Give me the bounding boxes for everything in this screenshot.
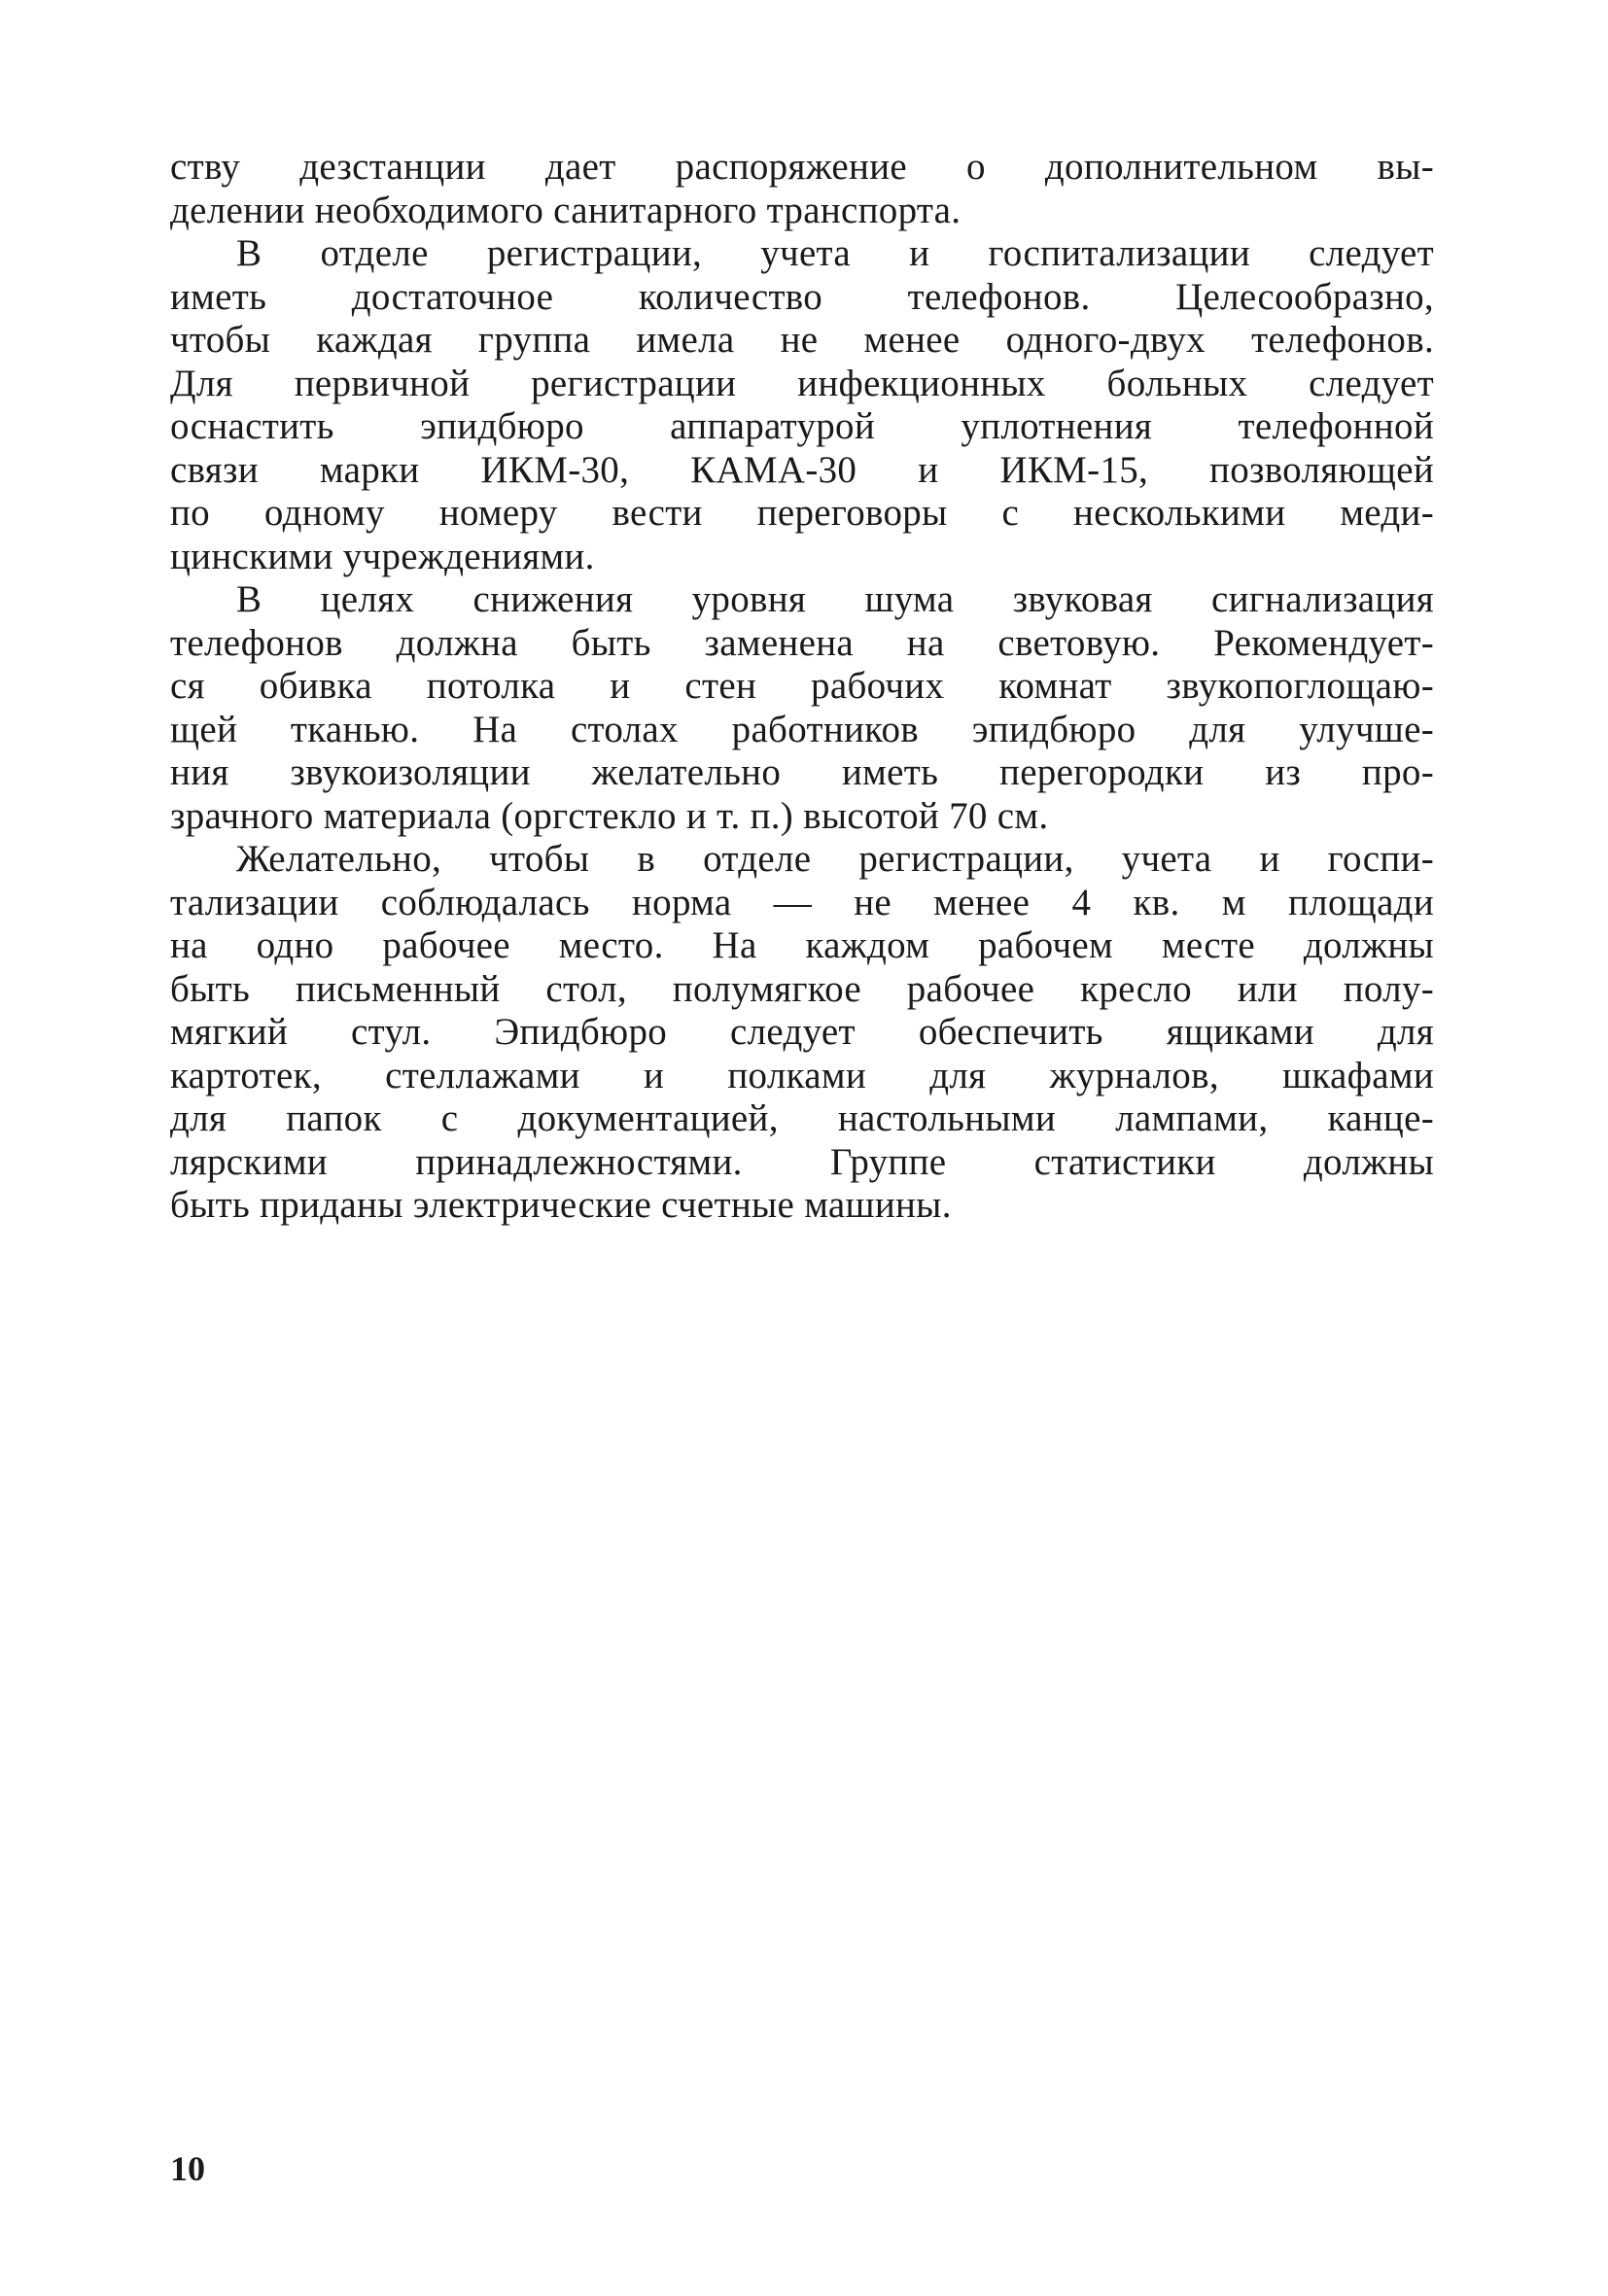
text-line: щей тканью. На столах работников эпидбюро для улучше- bbox=[170, 708, 1434, 750]
text-line: ству дезстанции дает распоряжение о дополнительном вы- bbox=[170, 146, 1434, 188]
text-line: лярскими принадлежностями. Группе статистики должны bbox=[170, 1140, 1434, 1183]
text-line: быть приданы электрические счетные машины. bbox=[170, 1184, 952, 1226]
text-line: связи марки ИКМ-30, КАМА-30 и ИКМ-15, позволяющей bbox=[170, 448, 1434, 491]
text-line: В отделе регистрации, учета и госпитализации следует bbox=[236, 232, 1434, 274]
text-line: оснастить эпидбюро аппаратурой уплотнения телефонной bbox=[170, 405, 1434, 447]
text-line: В целях снижения уровня шума звуковая сигнализация bbox=[236, 578, 1434, 620]
text-line: делении необходимого санитарного транспорта. bbox=[170, 189, 961, 231]
text-line: картотек, стеллажами и полками для журналов, шкафами bbox=[170, 1054, 1434, 1096]
text-line: на одно рабочее место. На каждом рабочем месте должны bbox=[170, 924, 1434, 966]
text-line: иметь достаточное количество телефонов. Целесообразно, bbox=[170, 275, 1434, 318]
body-text bbox=[170, 146, 1434, 1228]
text-line: зрачного материала (оргстекло и т. п.) высотой 70 см. bbox=[170, 794, 1049, 837]
text-line: для папок с документацией, настольными лампами, канце- bbox=[170, 1097, 1434, 1139]
text-line: тализации соблюдалась норма — не менее 4 кв. м площади bbox=[170, 881, 1434, 923]
text-line: чтобы каждая группа имела не менее одного-двух телефонов. bbox=[170, 319, 1434, 361]
text-line: мягкий стул. Эпидбюро следует обеспечить ящиками для bbox=[170, 1011, 1434, 1053]
text-line: по одному номеру вести переговоры с несколькими меди- bbox=[170, 492, 1434, 534]
page-number: 10 bbox=[170, 2149, 205, 2188]
text-line: быть письменный стол, полумягкое рабочее кресло или полу- bbox=[170, 967, 1434, 1010]
text-line: Желательно, чтобы в отделе регистрации, учета и госпи- bbox=[236, 838, 1434, 880]
text-line: ся обивка потолка и стен рабочих комнат звукопоглощаю- bbox=[170, 665, 1434, 707]
text-line: телефонов должна быть заменена на световую. Рекомендует- bbox=[170, 621, 1434, 664]
text-line: цинскими учреждениями. bbox=[170, 535, 595, 577]
text-line: Для первичной регистрации инфекционных больных следует bbox=[170, 362, 1434, 404]
text-line: ния звукоизоляции желательно иметь перегородки из про- bbox=[170, 751, 1434, 793]
